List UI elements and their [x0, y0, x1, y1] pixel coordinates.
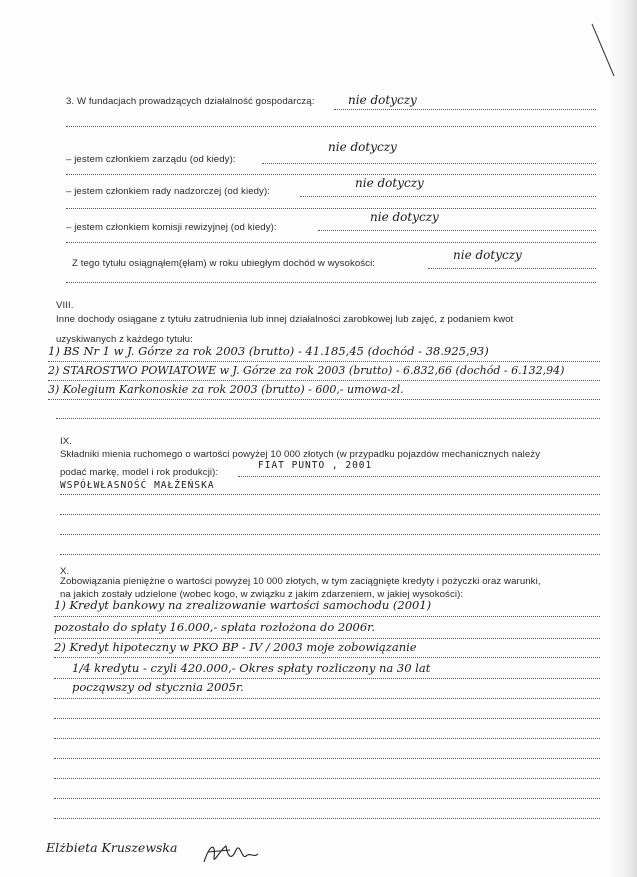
section10-numeral: X. [60, 566, 70, 577]
answer-line [54, 758, 600, 759]
answer-line [54, 678, 600, 679]
supervisory-board-label: – jestem członkiem rady nadzorczej (od kiedy): [66, 186, 271, 197]
answer-line [262, 163, 596, 164]
income-entry: 2) STAROSTWO POWIATOWE w J. Górze za rok 2003 (brutto) - 6.832,66 (dochód - 6.132,94) [48, 364, 565, 377]
liability-entry: pozostało do spłaty 16.000,- spłata rozłożona do 2006r. [54, 620, 376, 634]
answer-line [66, 282, 596, 283]
answer-line [54, 718, 600, 719]
answer-line [66, 242, 596, 243]
answer-line [66, 208, 596, 209]
income-entry: 1) BS Nr 1 w J. Górze za rok 2003 (brutto) - 41.185,45 (dochód - 38.925,93) [48, 344, 489, 358]
answer-line [54, 698, 600, 699]
answer-line [54, 818, 600, 819]
section8-text-line1: Inne dochody osiągane z tytułu zatrudnienia lub innej działalności zarobkowej lub zajęć, z podaniem kwot [56, 314, 514, 325]
board-member-answer: nie dotyczy [328, 140, 397, 154]
section3-title: 3. W fundacjach prowadzących działalność gospodarczą: [66, 96, 315, 107]
signature-name: Elżbieta Kruszewska [46, 840, 178, 855]
answer-line [300, 196, 596, 197]
answer-line [54, 657, 600, 658]
answer-line [318, 230, 596, 231]
signature-scribble-icon [200, 838, 260, 868]
answer-line [60, 514, 600, 515]
liability-entry: począwszy od stycznia 2005r. [72, 680, 244, 694]
answer-line [238, 476, 600, 477]
ownership-answer: WSPÓŁWŁASNOŚĆ MAŁŻEŃSKA [60, 480, 215, 491]
answer-line [60, 494, 600, 495]
answer-line [54, 778, 600, 779]
board-member-label: – jestem członkiem zarządu (od kiedy): [66, 154, 236, 165]
answer-line [48, 399, 600, 400]
answer-line [54, 798, 600, 799]
section9-numeral: IX. [60, 436, 73, 447]
income-answer: nie dotyczy [453, 248, 522, 262]
liability-entry: 2) Kredyt hipoteczny w PKO BP - IV / 2003 moje zobowiązanie [54, 640, 417, 654]
section9-text-line2: podać markę, model i rok produkcji): [60, 467, 219, 478]
scan-edge-shadow [607, 0, 637, 877]
audit-committee-label: – jestem członkiem komisji rewizyjnej (od kiedy): [66, 222, 277, 233]
answer-line [66, 126, 596, 127]
answer-line [60, 534, 600, 535]
answer-line [334, 109, 596, 110]
answer-line [60, 554, 600, 555]
income-entry: 3) Kolegium Karkonoskie za rok 2003 (brutto) - 600,- umowa-zl. [48, 383, 404, 396]
answer-line [66, 174, 596, 175]
income-label: Z tego tytułu osiągnąłem(ęłam) w roku ubiegłym dochód w wysokości: [72, 258, 376, 269]
answer-line [56, 418, 600, 419]
section10-text-line2: na jakich zostały udzielone (wobec kogo, w związku z jakim zdarzeniem, w jakiej wysokości): [60, 589, 464, 600]
answer-line [48, 361, 600, 362]
liability-entry: 1) Kredyt bankowy na zrealizowanie wartości samochodu (2001) [54, 598, 432, 612]
answer-line [54, 638, 600, 639]
liability-entry: 1/4 kredytu - czyli 420.000,- Okres spłaty rozliczony na 30 lat [72, 661, 431, 675]
answer-line [428, 268, 596, 269]
answer-line [54, 738, 600, 739]
audit-committee-answer: nie dotyczy [370, 210, 439, 224]
answer-line [48, 380, 600, 381]
vehicle-answer: FIAT PUNTO , 2001 [258, 460, 373, 471]
section8-text-line2: uzyskiwanych z każdego tytułu: [56, 334, 193, 345]
answer-line [54, 616, 600, 617]
section8-numeral: VIII. [56, 300, 74, 311]
supervisory-board-answer: nie dotyczy [355, 176, 424, 190]
section10-text-line1: Zobowiązania pieniężne o wartości powyżej 10 000 złotych, w tym zaciągnięte kredyty i pożyczki oraz warunki, [60, 576, 541, 587]
section9-text-line1: Składniki mienia ruchomego o wartości powyżej 10 000 złotych (w przypadku pojazdów mechanicznych należy [60, 449, 541, 460]
section3-answer: nie dotyczy [348, 93, 417, 107]
